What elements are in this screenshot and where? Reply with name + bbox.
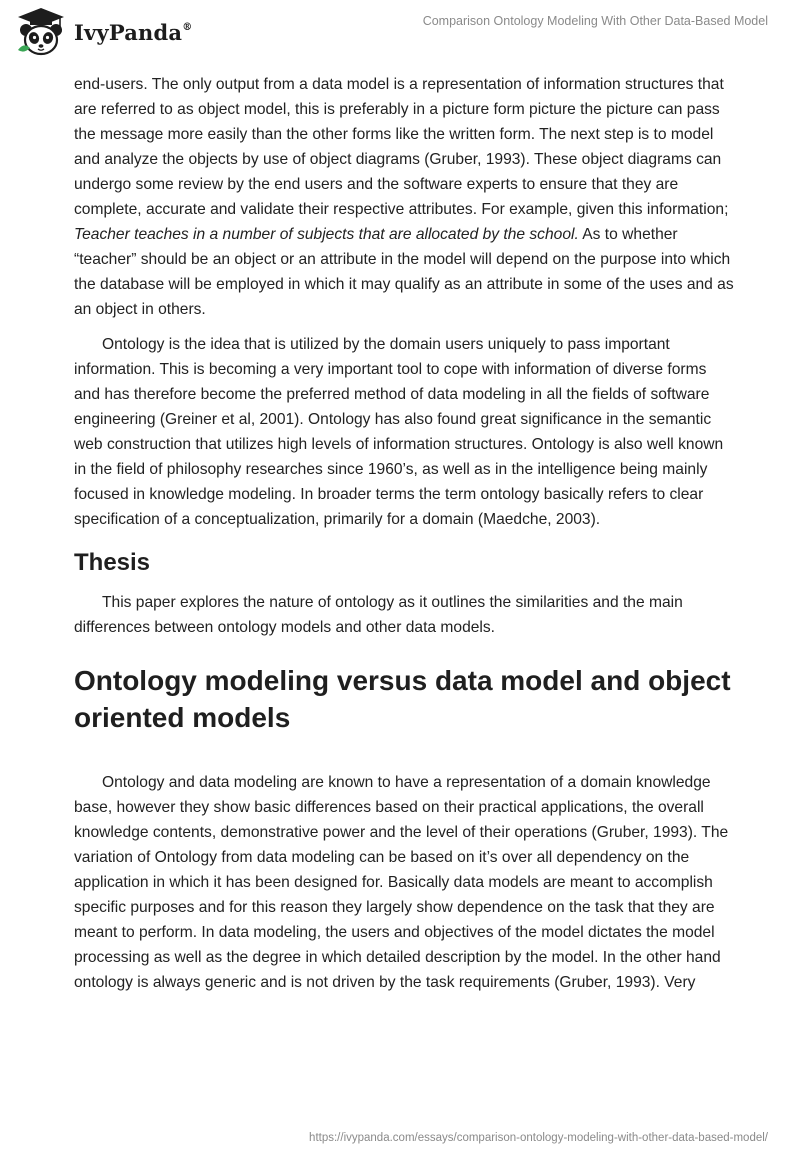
example-statement: Teacher teaches in a number of subjects that are allocated by the school. xyxy=(74,226,579,243)
page-header xyxy=(0,0,800,66)
section-heading-thesis: Thesis xyxy=(74,549,151,576)
section-heading-main: Ontology modeling versus data model and object oriented models xyxy=(74,665,731,733)
panda-graduate-icon xyxy=(14,6,68,58)
paragraph-ontology-definition: Ontology is the idea that is utilized by the domain users uniquely to pass important information. This is becoming a very important tool to cope with information of diverse forms and has therefore become the preferred method of data modeling in all the fields of software engineering (Greiner et al, 2001). Ontology has also found great significance in the semantic web construction that utilizes high levels of information structures. Ontology is also well known in the field of philosophy researches since 1960’s, as well as in the intelligence being mainly focused in knowledge modeling. In broader terms the term ontology basically refers to clear specification of a conceptualization, primarily for a domain (Maedche, 2003). xyxy=(74,336,724,528)
brand-logo[interactable] xyxy=(14,6,192,58)
paragraph-thesis: This paper explores the nature of ontology as it outlines the similarities and the main differences between ontology models and other data models. xyxy=(74,594,683,636)
brand-name xyxy=(74,20,192,45)
paragraph-comparison: Ontology and data modeling are known to have a representation of a domain knowledge base, however they show basic differences based on their practical applications, the overall knowledge contents, demonstrative power and the level of their operations (Gruber, 1993). The variation of Ontology from data modeling can be based on it’s over all dependency on the application in which it has been designed for. Basically data models are meant to accomplish specific purposes and for this reason they largely show dependence on the task that they are meant to perform. In data modeling, the users and objectives of the model dictates the model processing as well as the degree in which detailed description by the model. In the other hand ontology is always generic and is not driven by the task requirements (Gruber, 1993). Very xyxy=(74,774,729,991)
document-title: Comparison Ontology Modeling With Other Data-Based Model xyxy=(422,14,768,28)
article-body xyxy=(74,72,734,1005)
paragraph-text: As to whether “teacher” should be an object or an attribute in the model will depend on the purpose into which the database will be employed in which it may qualify as an attribute in some of the uses and as an object in others. xyxy=(74,226,734,318)
registered-mark: ® xyxy=(182,21,193,33)
brand-name-text: IvyPanda xyxy=(74,19,183,45)
source-url[interactable]: https://ivypanda.com/essays/comparison-ontology-modeling-with-other-data-based-model/ xyxy=(309,1132,768,1144)
paragraph-intro-continued xyxy=(74,72,734,322)
paragraph-text: end-users. The only output from a data model is a representation of information structures that are referred to as object model, this is preferably in a picture form picture the picture can pass the message more easily than the other forms like the written form. The next step is to model and analyze the objects by use of object diagrams (Gruber, 1993). These object diagrams can undergo some review by the end users and the software experts to ensure that they are complete, accurate and validate their respective attributes. For example, given this information; xyxy=(74,76,729,218)
